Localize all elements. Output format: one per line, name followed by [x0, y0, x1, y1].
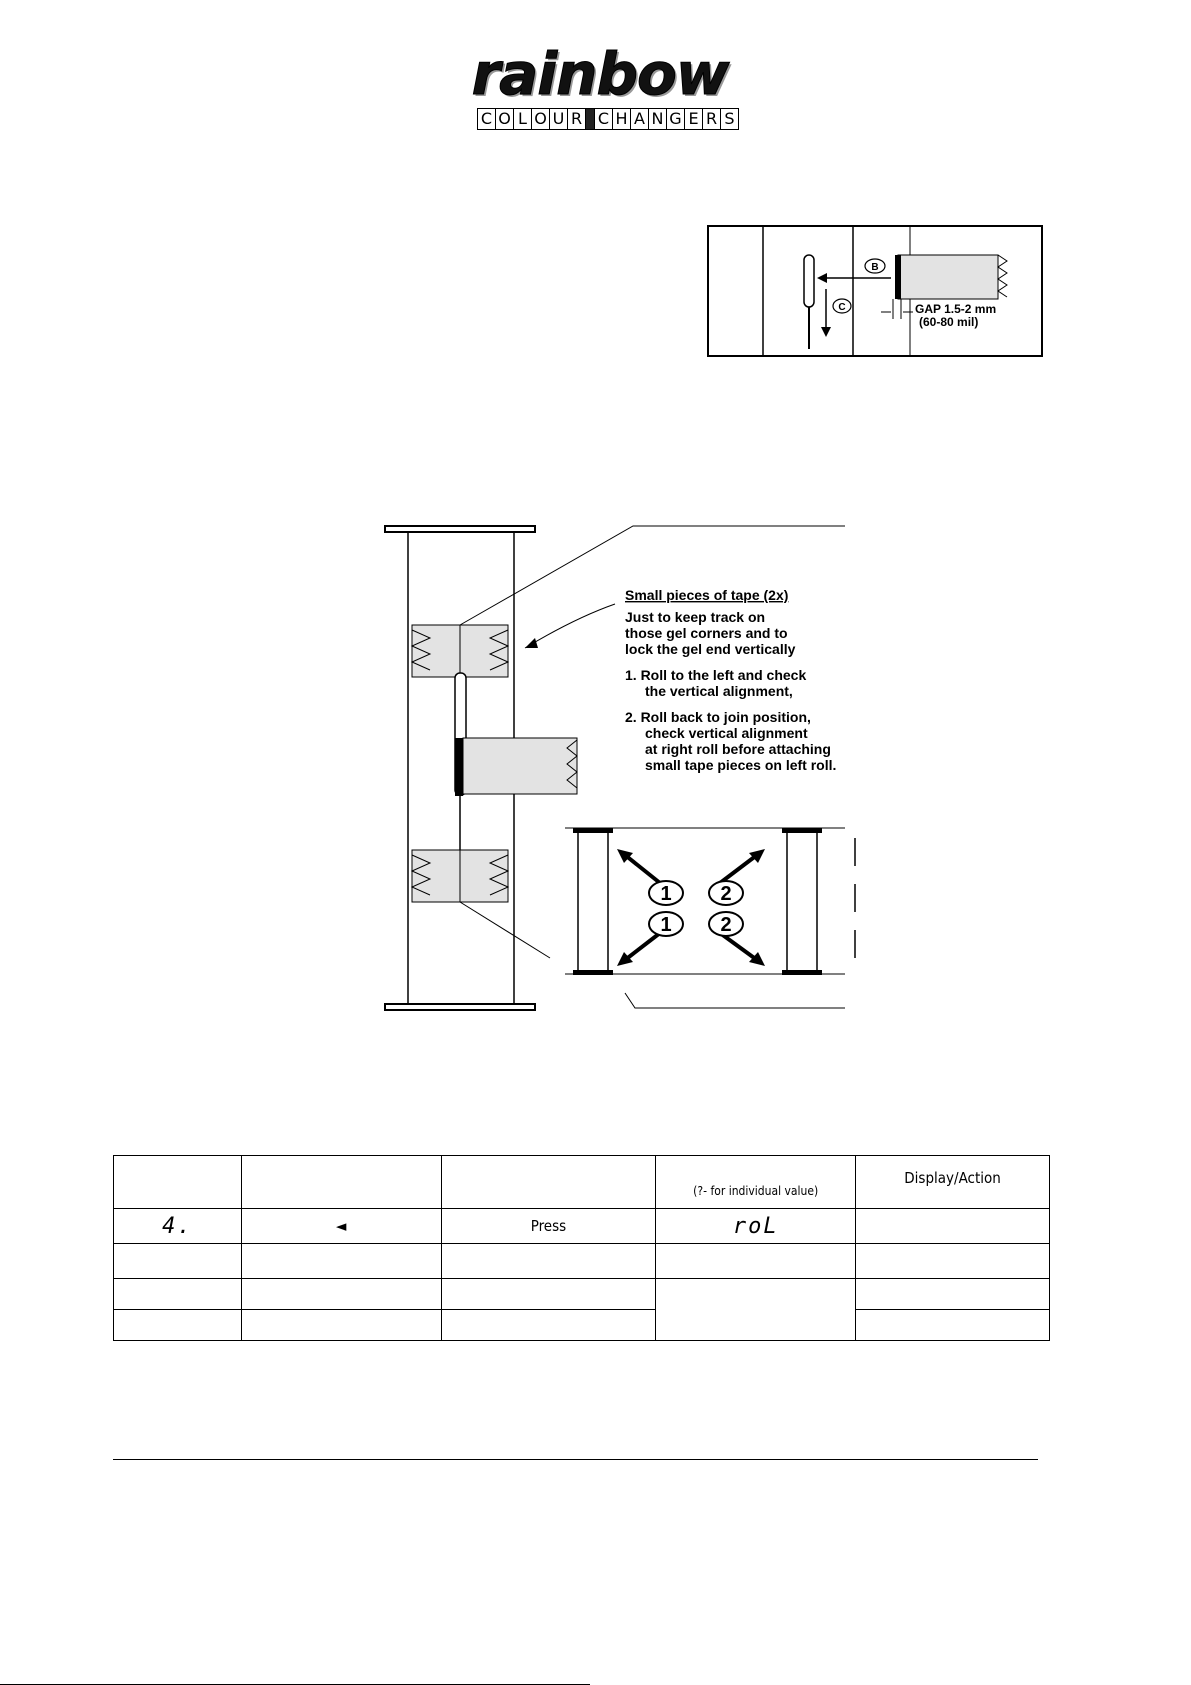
tape-title: Small pieces of tape (2x) [625, 587, 789, 603]
table-cell [656, 1244, 856, 1279]
callout-line-bottom [460, 902, 550, 958]
table-header-row [114, 1156, 1050, 1209]
step1-line: the vertical alignment, [645, 683, 793, 699]
table-cell [114, 1244, 242, 1279]
roll-cap [782, 828, 822, 833]
logo-tagline [478, 108, 739, 130]
table-cell [856, 1244, 1050, 1279]
table-cell [114, 1156, 242, 1209]
table-cell [656, 1209, 856, 1244]
table-cell [241, 1310, 441, 1341]
table-cell [441, 1156, 656, 1209]
inset-left-roll [578, 832, 608, 972]
marker-1: 1 [660, 914, 672, 936]
step-number: 4. [162, 1213, 193, 1239]
table-cell [441, 1244, 656, 1279]
table-cell [114, 1279, 242, 1310]
table-cell [114, 1209, 242, 1244]
callout-line-base [625, 993, 845, 1008]
table-row [114, 1279, 1050, 1310]
arrow-c-head [821, 327, 831, 337]
roll-cap [573, 828, 613, 833]
logo-letter: C [594, 108, 613, 130]
table-cell [856, 1310, 1050, 1341]
logo-letter: O [495, 108, 514, 130]
display-code: roL [732, 1213, 779, 1239]
roll-top-flange [385, 526, 535, 532]
inset-right-roll [787, 832, 817, 972]
roll-alignment-diagram [375, 518, 875, 1018]
logo-letter: C [477, 108, 496, 130]
table-cell [441, 1209, 656, 1244]
arrow-b-head [817, 273, 827, 283]
logo-letter: L [513, 108, 532, 130]
label-b: B [871, 262, 879, 273]
marker-2: 2 [720, 883, 732, 905]
table-cell [856, 1279, 1050, 1310]
logo-letter: R [567, 108, 586, 130]
settings-table [113, 1155, 1050, 1341]
gel-rod-dark [455, 738, 463, 796]
label-c: C [838, 302, 846, 313]
table-cell [241, 1209, 441, 1244]
table-row [114, 1244, 1050, 1279]
step2-line: check vertical alignment [645, 725, 808, 741]
table-cell [241, 1244, 441, 1279]
table-cell [441, 1310, 656, 1341]
arrow-2-up [720, 855, 757, 883]
arrow-2-down [720, 933, 757, 960]
arrow-1-down [625, 933, 660, 960]
marker-2: 2 [720, 914, 732, 936]
desc-line: lock the gel end vertically [625, 641, 796, 657]
logo-letter: S [720, 108, 739, 130]
table-cell [856, 1156, 1050, 1209]
tape-pointer-head [525, 638, 538, 648]
marker-1: 1 [660, 883, 672, 905]
arrow-1-up [625, 855, 660, 883]
gel-gap-diagram [705, 223, 1045, 359]
tape-strip-right [463, 738, 577, 794]
roll-bottom-flange [385, 1004, 535, 1010]
tape-pointer-line [525, 604, 615, 648]
table-cell [241, 1279, 441, 1310]
desc-line: those gel corners and to [625, 625, 788, 641]
gap-text: GAP 1.5-2 mm [915, 302, 997, 316]
table-row [114, 1209, 1050, 1244]
table-row [114, 1310, 1050, 1341]
table-cell [656, 1279, 856, 1341]
footer-divider [113, 1459, 1038, 1460]
tape-block [898, 255, 998, 299]
logo-letter: U [549, 108, 568, 130]
logo-wordmark: rainbow [471, 40, 729, 108]
logo-letter: N [648, 108, 667, 130]
table-cell [656, 1156, 856, 1209]
logo-letter: G [666, 108, 685, 130]
roll-cap [782, 970, 822, 975]
logo-letter: R [702, 108, 721, 130]
logo-letter: E [684, 108, 703, 130]
step2-line: 2. Roll back to join position, [625, 709, 811, 725]
gap-text-mil: (60-80 mil) [919, 315, 979, 329]
logo-letter: A [630, 108, 649, 130]
step1-line: 1. Roll to the left and check [625, 667, 807, 683]
gel-edge [895, 255, 901, 299]
roll-cap [573, 970, 613, 975]
action-text: Press [530, 1217, 567, 1235]
step2-line: small tape pieces on left roll. [645, 757, 837, 773]
logo-letter: H [612, 108, 631, 130]
tape-tear-edge [998, 255, 1007, 297]
table-cell [114, 1310, 242, 1341]
table-cell [856, 1209, 1050, 1244]
table-cell [241, 1156, 441, 1209]
logo-letter: O [531, 108, 550, 130]
rainbow-logo [470, 40, 735, 134]
gel-end-rod [804, 255, 814, 307]
header-note: (?- for individual value) [693, 1184, 819, 1198]
table-cell [441, 1279, 656, 1310]
left-arrow-key-icon: ◄ [336, 1217, 347, 1235]
header-display-action: Display/Action [904, 1169, 1001, 1187]
desc-line: Just to keep track on [625, 609, 766, 625]
step2-line: at right roll before attaching [645, 741, 831, 757]
